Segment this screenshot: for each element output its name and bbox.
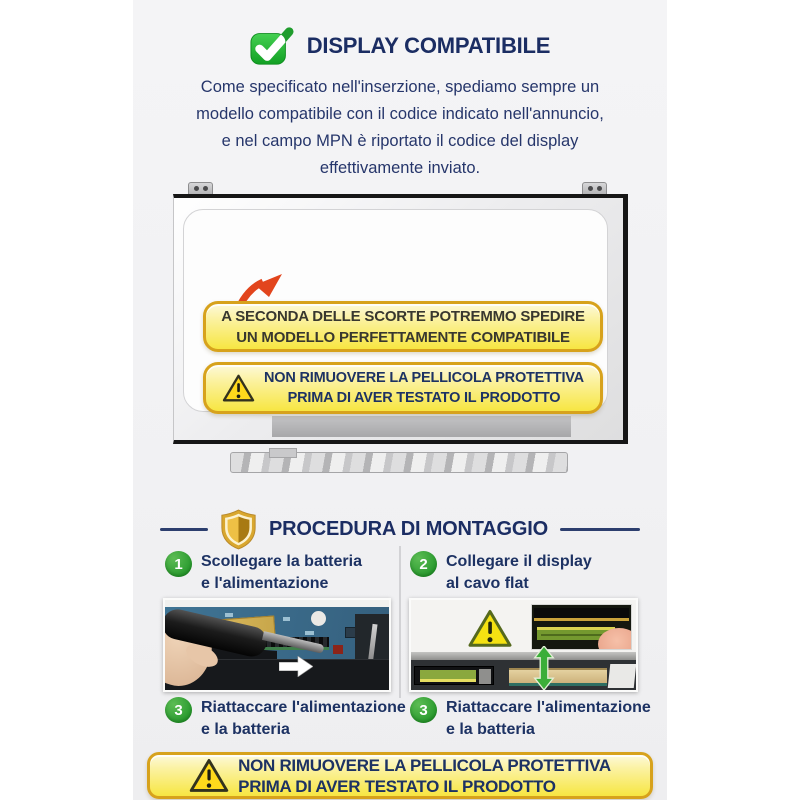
footer-banner-line: NON RIMUOVERE LA PELLICOLA PROTETTIVA: [238, 755, 611, 775]
connector-closeup-inset: [531, 604, 632, 650]
intro-line: e nel campo MPN è riportato il codice del display: [221, 132, 579, 150]
foil-cable-strip: [230, 452, 568, 473]
white-arrow-icon: [279, 656, 313, 677]
intro-paragraph: [149, 74, 651, 182]
step-number-badge: 3: [165, 697, 192, 723]
stock-banner-line: UN MODELLO PERFETTAMENTE COMPATIBILE: [236, 328, 570, 346]
film-banner-line: NON RIMUOVERE LA PELLICOLA PROTETTIVA: [264, 370, 584, 386]
page-title: DISPLAY COMPATIBILE: [306, 33, 551, 58]
intro-line: Come specificato nell'inserzione, spediamo sempre un: [200, 78, 600, 96]
column-divider: [399, 546, 401, 698]
connect-display-photo: [409, 598, 638, 692]
flat-cable: [509, 668, 607, 683]
step-label: Riattaccare l'alimentazione e la batteria: [446, 699, 651, 738]
divider-dash-right: [560, 528, 640, 531]
green-double-arrow-icon: [533, 646, 555, 690]
step-label: Scollegare la batteria e l'alimentazione: [201, 553, 362, 592]
footer-banner-line: PRIMA DI AVER TESTATO IL PRODOTTO: [238, 776, 556, 796]
film-banner-line: PRIMA DI AVER TESTATO IL PRODOTTO: [287, 390, 561, 406]
step-2: [410, 551, 592, 595]
intro-line: effettivamente inviato.: [319, 159, 481, 177]
divider-dash-left: [160, 528, 208, 531]
warning-triangle-icon: [222, 374, 255, 403]
footer-warning-banner: [147, 752, 653, 799]
step-3-right: [410, 697, 651, 741]
content-column: [133, 0, 667, 800]
step-number-badge: 3: [410, 697, 437, 723]
compatibility-header: [133, 26, 667, 66]
step-label: Collegare il display al cavo flat: [446, 553, 592, 592]
step-number-badge: 2: [410, 551, 437, 577]
step-1: [165, 551, 362, 595]
step-3-left: [165, 697, 406, 741]
intro-line: modello compatibile con il codice indicato nell'annuncio,: [196, 105, 604, 123]
display-connector: [414, 666, 494, 685]
shield-icon: [220, 509, 257, 550]
panel-bottom-strip: [272, 416, 571, 437]
film-warning-banner: [203, 362, 603, 414]
procedure-title: PROCEDURA DI MONTAGGIO: [269, 518, 548, 540]
procedure-header: [133, 509, 667, 550]
warning-triangle-icon: [467, 609, 513, 649]
check-badge-icon: [250, 26, 294, 66]
step-label: Riattaccare l'alimentazione e la batteria: [201, 699, 406, 738]
disconnect-battery-photo: [163, 598, 391, 692]
step-number-badge: 1: [165, 551, 192, 577]
stock-warning-banner: [203, 301, 603, 352]
stock-banner-line: A SECONDA DELLE SCORTE POTREMMO SPEDIRE: [221, 307, 585, 325]
warning-triangle-icon: [189, 758, 229, 794]
white-sticker: [311, 611, 326, 626]
